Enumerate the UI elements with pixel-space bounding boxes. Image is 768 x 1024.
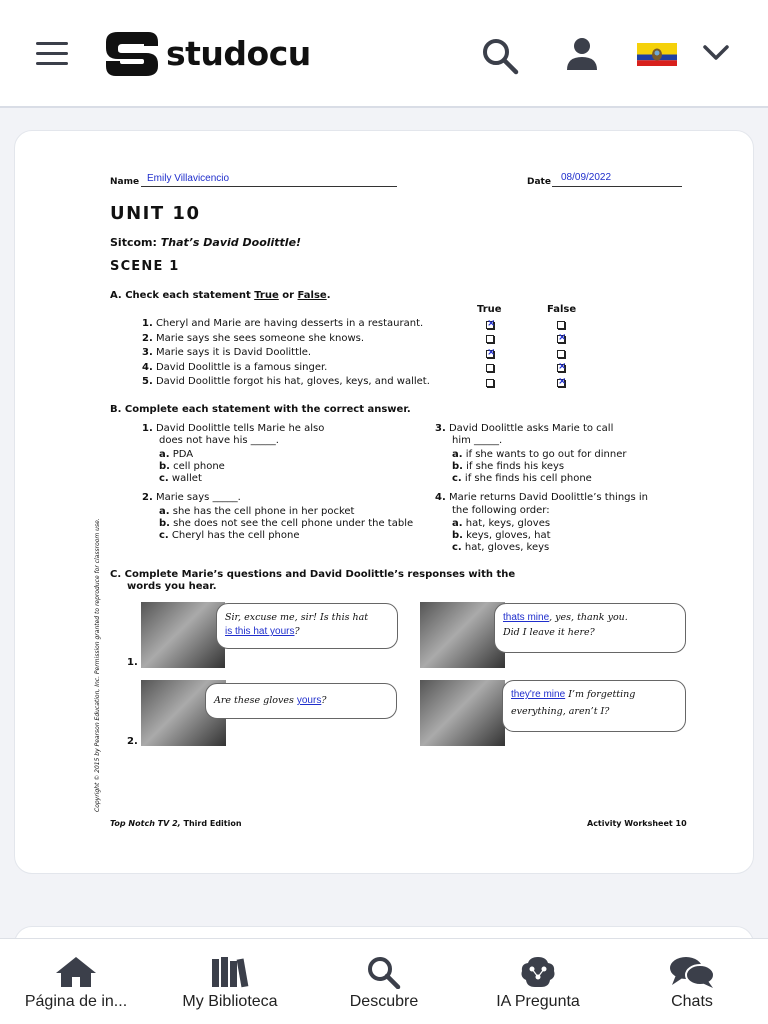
- scene-title: SCENE 1: [110, 259, 180, 274]
- speech-bubble-2: [494, 603, 686, 653]
- name-value: Emily Villavicencio: [147, 173, 230, 184]
- b-q2-option-a: [159, 506, 354, 517]
- statement-num: 3.: [142, 347, 153, 358]
- nav-discover[interactable]: [314, 939, 454, 1024]
- section-a-instr: Check each statement: [125, 290, 255, 301]
- b-q1-option-b: [159, 461, 225, 472]
- b-q3-option-a: [452, 449, 626, 460]
- or-word: or: [278, 290, 298, 301]
- section-c-instr1: Complete Marie’s questions and David Doolittle’s responses with the: [124, 569, 516, 580]
- sitcom-prefix: Sitcom:: [110, 236, 161, 249]
- true-checkbox-4[interactable]: [486, 364, 494, 372]
- opt-text: hat, keys, gloves: [465, 518, 551, 529]
- david-photo-2: [420, 680, 505, 746]
- b-q3-line1: [435, 423, 613, 434]
- statement-text: Marie says it is David Doolittle.: [155, 347, 312, 358]
- opt-letter: a.: [452, 518, 463, 529]
- bubble-2-text: , yes, thank you.: [549, 612, 628, 623]
- statement-row: [142, 318, 423, 329]
- statement-text: David Doolittle is a famous singer.: [155, 362, 328, 373]
- section-a-instruction: [110, 290, 331, 301]
- ai-brain-icon: [518, 955, 558, 989]
- statement-text: Cheryl and Marie are having desserts in a restaurant.: [155, 318, 424, 329]
- sitcom-title: [110, 236, 301, 249]
- opt-letter: c.: [452, 542, 462, 553]
- footer-book-rest: Third Edition: [180, 819, 242, 828]
- nav-ai-ask[interactable]: [468, 939, 608, 1024]
- bubble-2-answer: thats mine: [503, 612, 550, 623]
- statement-text: David Doolittle forgot his hat, gloves, keys, and wallet.: [155, 376, 430, 387]
- nav-library[interactable]: [160, 939, 300, 1024]
- speech-bubble-1: [216, 603, 398, 649]
- bubble-1-answer: is this hat yours: [225, 626, 295, 637]
- name-underline: [141, 186, 397, 187]
- bubble-3-answer: yours: [296, 695, 322, 706]
- opt-letter: b.: [452, 530, 463, 541]
- b-q1-option-c: [159, 473, 202, 484]
- statement-num: 1.: [142, 318, 153, 329]
- b-q2-option-c: [159, 530, 300, 541]
- sitcom-name: That’s David Doolittle!: [160, 236, 302, 249]
- statement-num: 2.: [142, 333, 153, 344]
- opt-text: PDA: [172, 449, 194, 460]
- footer-book-title: [110, 819, 242, 828]
- footer-worksheet-label: Activity Worksheet 10: [587, 819, 687, 828]
- bubble-4-answer: they're mine: [511, 689, 566, 700]
- opt-text: hat, gloves, keys: [464, 542, 550, 553]
- b-q4-num: 4.: [435, 492, 446, 503]
- section-b-instruction: [110, 404, 411, 415]
- opt-letter: a.: [452, 449, 463, 460]
- true-checkbox-5[interactable]: [486, 379, 494, 387]
- section-b-instr: Complete each statement with the correct answer.: [124, 404, 411, 415]
- false-checkbox-2[interactable]: [557, 335, 565, 343]
- b-q2-num: 2.: [142, 492, 153, 503]
- section-c-letter: C.: [110, 569, 122, 580]
- bubble-1-end: ?: [294, 626, 300, 637]
- nav-ai-ask-label: IA Pregunta: [496, 993, 580, 1010]
- statement-row: [142, 376, 430, 387]
- bubble-2-line2: Did I leave it here?: [503, 627, 595, 638]
- opt-text: she has the cell phone in her pocket: [172, 506, 355, 517]
- opt-text: if she wants to go out for dinner: [465, 449, 627, 460]
- opt-letter: a.: [159, 449, 170, 460]
- statement-row: [142, 347, 311, 358]
- opt-text: cell phone: [173, 461, 225, 472]
- false-checkbox-1[interactable]: [557, 321, 565, 329]
- b-q1-option-a: [159, 449, 193, 460]
- bubble-1-line2: [225, 626, 389, 637]
- david-photo-1: [420, 602, 505, 668]
- section-c-instruction-line2: words you hear.: [127, 581, 217, 592]
- b-q4-option-c: [452, 542, 549, 553]
- b-q1-text: David Doolittle tells Marie he also: [155, 423, 325, 434]
- bubble-4-text: I’m forgetting: [568, 689, 636, 700]
- bubble-3-end: ?: [321, 695, 327, 706]
- name-label: Name: [110, 177, 140, 187]
- b-q3-option-b: [452, 461, 564, 472]
- false-checkbox-4[interactable]: [557, 364, 565, 372]
- col-false-header: False: [547, 304, 577, 315]
- nav-discover-label: Descubre: [349, 993, 419, 1010]
- b-q4-option-b: [452, 530, 551, 541]
- date-value: 08/09/2022: [561, 172, 612, 183]
- opt-letter: b.: [159, 461, 170, 472]
- opt-text: wallet: [171, 473, 202, 484]
- statement-num: 4.: [142, 362, 153, 373]
- b-q1-line2: does not have his _____.: [159, 435, 279, 446]
- true-word: True: [254, 290, 279, 301]
- speech-bubble-4: [502, 680, 686, 732]
- opt-text: she does not see the cell phone under the table: [173, 518, 414, 529]
- statement-text: Marie says she sees someone she knows.: [155, 333, 365, 344]
- b-q3-text: David Doolittle asks Marie to call: [448, 423, 614, 434]
- true-checkbox-2[interactable]: [486, 335, 494, 343]
- bubble-1-line1: Sir, excuse me, sir! Is this hat: [225, 612, 369, 623]
- nav-home-label: Página de in...: [24, 993, 128, 1010]
- c-item-2-num: 2.: [127, 736, 138, 747]
- opt-letter: b.: [159, 518, 170, 529]
- home-icon: [54, 955, 98, 989]
- bottom-navigation: [0, 938, 768, 1024]
- b-q1-line1: [142, 423, 324, 434]
- chat-icon: [668, 955, 716, 989]
- b-q4-text: Marie returns David Doolittle’s things in: [448, 492, 649, 503]
- section-a-letter: A.: [110, 290, 122, 301]
- statement-row: [142, 362, 327, 373]
- section-b-letter: B.: [110, 404, 122, 415]
- false-checkbox-5[interactable]: [557, 379, 565, 387]
- opt-letter: c.: [159, 530, 169, 541]
- nav-chats[interactable]: [622, 939, 762, 1024]
- date-underline: [552, 186, 682, 187]
- opt-text: if she finds his cell phone: [464, 473, 592, 484]
- false-checkbox-3[interactable]: [557, 350, 565, 358]
- footer-book-italic: Top Notch TV 2,: [110, 819, 181, 828]
- b-q3-line2: him _____.: [452, 435, 503, 446]
- true-checkbox-3[interactable]: [486, 350, 494, 358]
- marie-photo-1: [141, 602, 225, 668]
- section-c-instruction-line1: [110, 569, 515, 580]
- b-q1-num: 1.: [142, 423, 153, 434]
- b-q2-line1: [142, 492, 241, 503]
- opt-letter: c.: [159, 473, 169, 484]
- copyright-notice: Copyright © 2015 by Pearson Education, Inc. Permission granted to reproduce for classroom use.: [94, 518, 101, 812]
- c-item-1-num: 1.: [127, 657, 138, 668]
- nav-chats-label: Chats: [671, 993, 713, 1010]
- statement-row: [142, 333, 364, 344]
- opt-letter: a.: [159, 506, 170, 517]
- bubble-4-line1: [511, 689, 677, 700]
- opt-letter: b.: [452, 461, 463, 472]
- period: .: [326, 290, 331, 301]
- col-true-header: True: [477, 304, 502, 315]
- nav-home[interactable]: [6, 939, 146, 1024]
- unit-title: UNIT 10: [110, 203, 201, 224]
- b-q4-line2: the following order:: [452, 505, 550, 516]
- b-q4-line1: [435, 492, 648, 503]
- opt-letter: c.: [452, 473, 462, 484]
- b-q4-option-a: [452, 518, 550, 529]
- search-icon: [364, 955, 404, 989]
- false-word: False: [297, 290, 327, 301]
- date-label: Date: [527, 177, 551, 187]
- b-q2-text: Marie says _____.: [155, 492, 241, 503]
- library-icon: [210, 955, 250, 989]
- true-checkbox-1[interactable]: [486, 321, 494, 329]
- bubble-2-line1: [503, 612, 677, 623]
- opt-text: if she finds his keys: [466, 461, 565, 472]
- opt-text: Cheryl has the cell phone: [171, 530, 300, 541]
- bubble-3-text: Are these gloves: [214, 695, 294, 706]
- speech-bubble-3: [205, 683, 397, 719]
- b-q2-option-b: [159, 518, 413, 529]
- statement-num: 5.: [142, 376, 153, 387]
- opt-text: keys, gloves, hat: [466, 530, 551, 541]
- brand-name: studocu: [166, 33, 311, 73]
- nav-library-label: My Biblioteca: [182, 993, 278, 1010]
- b-q3-option-c: [452, 473, 592, 484]
- bubble-4-line2: everything, aren’t I?: [511, 706, 610, 717]
- b-q3-num: 3.: [435, 423, 446, 434]
